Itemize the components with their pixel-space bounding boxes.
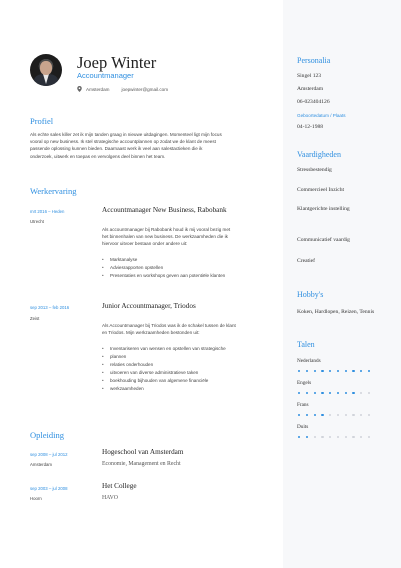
list-item: • plannen — [102, 353, 226, 361]
language-level-dot — [321, 414, 323, 416]
language-level-dot — [298, 414, 300, 416]
language-level-dot — [306, 414, 308, 416]
contact-location: Amsterdam — [86, 86, 110, 92]
skill-item: Stressbestendig — [297, 167, 332, 173]
hobbies-title: Hobby's — [297, 290, 324, 299]
job-desc-line: Als accountmanager bij Rabobank houd ik mij vooral bezig met — [102, 227, 231, 232]
avatar — [30, 54, 62, 86]
language-level-dot — [360, 392, 362, 394]
language-level-dot — [306, 436, 308, 438]
education-subtitle: Economie, Management en Recht — [102, 461, 181, 467]
language-level-dot — [360, 436, 362, 438]
language-level-dot — [360, 414, 362, 416]
language-level-dot — [368, 436, 370, 438]
address-line: Amsterdam — [297, 86, 324, 92]
language-level-dot — [329, 436, 331, 438]
personal-title: Personalia — [297, 56, 331, 65]
language-level-dot — [314, 370, 316, 372]
language-level-dots — [298, 436, 370, 438]
education-heading: Hogeschool van Amsterdam — [102, 448, 184, 456]
language-level-dot — [345, 370, 347, 372]
education-subtitle: HAVO — [102, 495, 118, 501]
language-level-dot — [329, 392, 331, 394]
list-item: • werkzaamheden — [102, 385, 226, 393]
job-heading: Accountmanager New Business, Rabobank — [102, 206, 227, 214]
education-place: Amsterdam — [30, 462, 52, 467]
contact-email[interactable]: joepwinter@gmail.com — [121, 86, 169, 92]
education-date: sep 2008 – jul 2012 — [30, 452, 68, 457]
language-level-dot — [345, 414, 347, 416]
language-level-dot — [352, 392, 354, 394]
language-name: Frans — [297, 402, 309, 408]
list-item: • uitvoeren van diverse administratieve taken — [102, 369, 226, 377]
job-bullet-list — [102, 345, 226, 393]
language-level-dot — [352, 414, 354, 416]
birth-label: Geboortedatum / Plaats — [297, 113, 346, 118]
education-title: Opleiding — [30, 430, 64, 440]
skill-item: Klantgerichte instelling — [297, 206, 350, 212]
job-place: Utrecht — [30, 219, 44, 224]
language-level-dot — [306, 392, 308, 394]
job-description — [102, 322, 282, 336]
experience-title: Werkervaring — [30, 186, 77, 196]
language-level-dot — [352, 436, 354, 438]
profile-line: onderzoek, uitwerk en toepas en vervolgens deel binnen het team. — [30, 153, 166, 159]
list-item: • relaties onderhouden — [102, 361, 226, 369]
education-heading: Het College — [102, 482, 137, 490]
languages-title: Talen — [297, 340, 315, 349]
language-level-dot — [345, 436, 347, 438]
language-level-dots — [298, 392, 370, 394]
skills-title: Vaardigheden — [297, 150, 341, 159]
skill-item: Commercieel Inzicht — [297, 187, 345, 193]
candidate-name: Joep Winter — [77, 53, 157, 72]
job-place: Zeist — [30, 316, 40, 321]
language-name: Nederlands — [297, 358, 321, 364]
job-desc-line: en Triodos. Mijn werkzaamheden bestonden uit: — [102, 330, 200, 336]
job-description — [102, 226, 282, 248]
language-level-dots — [298, 370, 370, 372]
job-heading: Junior Accountmanager, Triodos — [102, 302, 196, 310]
job-date: mrt 2016 – Heden — [30, 209, 65, 214]
job-bullet-list — [102, 256, 225, 280]
language-level-dot — [352, 370, 354, 372]
language-level-dot — [298, 370, 300, 372]
language-level-dot — [368, 392, 370, 394]
list-item: • boekhouding bijhouden van algemene financiële — [102, 377, 226, 385]
list-item: • Presentaties en workshops geven aan potentiële klanten — [102, 272, 225, 280]
job-desc-line: hiervoor uitvoer bestaan onder andere uit: — [102, 241, 188, 247]
profile-title: Profiel — [30, 116, 54, 126]
language-level-dot — [314, 392, 316, 394]
language-level-dot — [368, 370, 370, 372]
phone-line: 06-023404126 — [297, 99, 330, 105]
language-level-dot — [337, 370, 339, 372]
language-name: Duits — [297, 424, 309, 430]
language-level-dot — [368, 414, 370, 416]
language-level-dot — [321, 370, 323, 372]
language-level-dot — [337, 392, 339, 394]
education-date: sep 2003 – jul 2008 — [30, 486, 68, 491]
skill-item: Creatief — [297, 258, 316, 264]
profile-line: vooral op new business. Ik stel strategische accountplannen op zodat we de klant de meest — [30, 139, 216, 145]
language-level-dot — [337, 414, 339, 416]
hobbies-text: Koken, Hardlopen, Reizen, Tennis — [297, 309, 375, 315]
language-level-dot — [306, 370, 308, 372]
language-level-dot — [329, 414, 331, 416]
language-level-dot — [321, 392, 323, 394]
list-item: • Adviesrapporten opstellen — [102, 264, 225, 272]
list-item: • Inventariseren van wensen en opstellen van strategische — [102, 345, 226, 353]
job-desc-line: Als Accountmanager bij Triodos was ik de schakel tussen de klant — [102, 323, 236, 328]
language-name: Engels — [297, 380, 312, 386]
profile-line: passende oplossing kunnen bieden. Daarnaast werk ik veel aan salestactieken die ik — [30, 146, 203, 152]
language-level-dot — [314, 414, 316, 416]
language-level-dot — [337, 436, 339, 438]
language-level-dot — [360, 370, 362, 372]
location-pin-icon — [77, 86, 82, 92]
language-level-dot — [298, 436, 300, 438]
education-place: Hoorn — [30, 496, 42, 501]
language-level-dot — [314, 436, 316, 438]
language-level-dots — [298, 414, 370, 416]
birth-date: 04-12-1988 — [297, 124, 324, 130]
language-level-dot — [345, 392, 347, 394]
address-line: Singel 123 — [297, 73, 322, 79]
skill-item: Communicatief vaardig — [297, 237, 350, 243]
list-item: • Marktanalyse — [102, 256, 225, 264]
language-level-dot — [298, 392, 300, 394]
language-level-dot — [321, 436, 323, 438]
job-date: sep 2013 – feb 2016 — [30, 305, 70, 310]
language-level-dot — [329, 370, 331, 372]
profile-text — [30, 131, 280, 160]
contact-line — [77, 86, 168, 92]
profile-line: Als echte sales killer zet ik mijn tanden graag in nieuwe uitdagingen. Momenteel ligt mijn focus — [30, 132, 222, 137]
job-desc-line: het binnenhalen van new business. De werkzaamheden die ik — [102, 234, 228, 240]
candidate-job-title: Accountmanager — [77, 71, 134, 80]
